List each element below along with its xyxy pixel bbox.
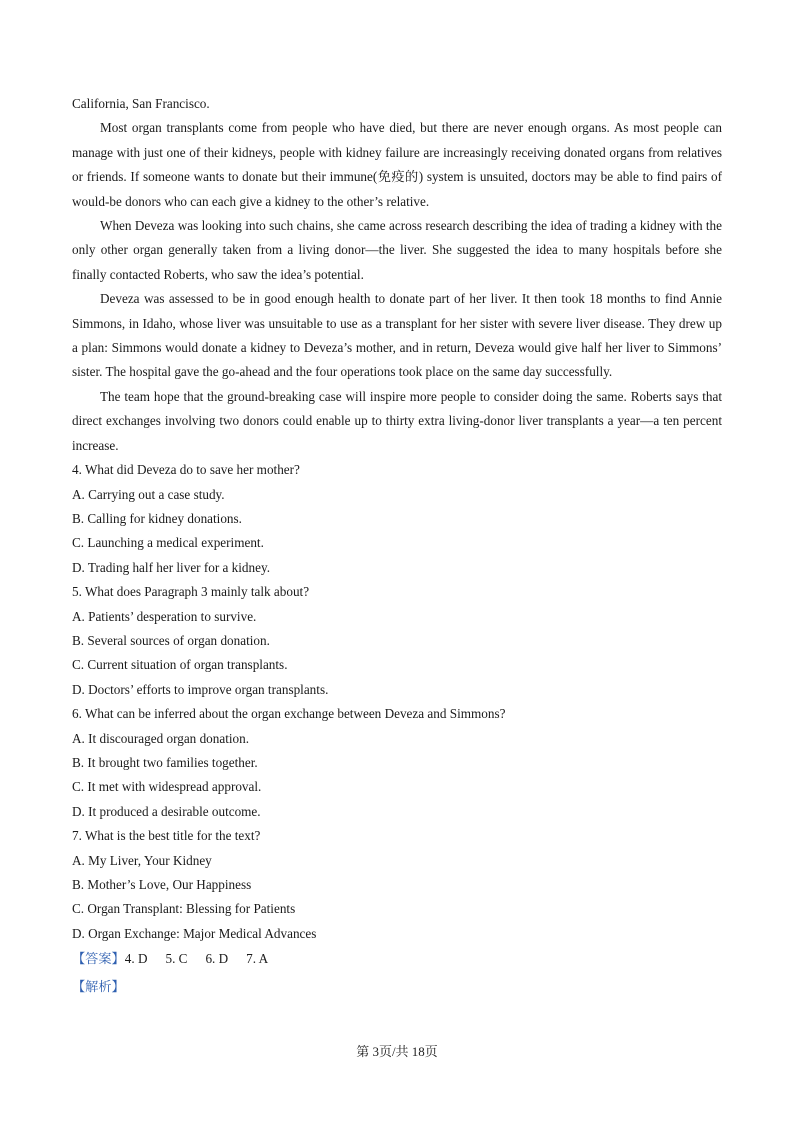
- page-footer: 第 3页/共 18页: [356, 1044, 438, 1059]
- option-c: C. It met with widespread approval.: [72, 779, 262, 795]
- option-a: A. Patients’ desperation to survive.: [72, 608, 257, 624]
- option-d: D. It produced a desirable outcome.: [72, 803, 261, 819]
- question-4: [72, 458, 722, 580]
- question-stem: 6. What can be inferred about the organ exchange between Deveza and Simmons?: [72, 706, 506, 722]
- option-a: A. It discouraged organ donation.: [72, 730, 250, 746]
- intro-line: California, San Francisco.: [72, 96, 210, 111]
- option-d: D. Doctors’ efforts to improve organ transplants.: [72, 681, 329, 697]
- question-stem: 4. What did Deveza do to save her mother?: [72, 462, 300, 478]
- page-content: [72, 92, 722, 999]
- option-b: B. Mother’s Love, Our Happiness: [72, 877, 252, 892]
- option-d: D. Organ Exchange: Major Medical Advances: [72, 925, 317, 941]
- question-6: [72, 702, 722, 824]
- paragraph-3: Deveza was assessed to be in good enough health to donate part of her liver. It then took 18 months to find Annie Simmons, in Idaho, whose liver was unsuitable to use as a transplant for her sister with severe liver disease. They drew up a plan: Simmons would donate a kidney to Deveza’s mother, and in return, Deveza would give half her liver to Simmons’ sister. The hospital gave the go-ahead and the four operations took place on the same day successfully.: [72, 291, 722, 380]
- option-a: A. Carrying out a case study.: [72, 486, 225, 502]
- answer-item: 5. C: [165, 951, 188, 967]
- option-c: C. Current situation of organ transplants.: [72, 657, 288, 673]
- question-stem: 5. What does Paragraph 3 mainly talk about?: [72, 584, 310, 600]
- question-5: [72, 580, 722, 702]
- option-b: B. Calling for kidney donations.: [72, 510, 242, 526]
- answer-row: [72, 947, 722, 971]
- paragraph-2: When Deveza was looking into such chains, she came across research describing the idea of trading a kidney with the only other organ generally taken from a living donor—the liver. She suggested the idea to many hospitals before she finally contacted Roberts, who saw the idea’s potential.: [72, 218, 722, 282]
- option-c: C. Launching a medical experiment.: [72, 535, 264, 551]
- option-b: B. It brought two families together.: [72, 754, 258, 770]
- answer-item: 6. D: [205, 951, 229, 967]
- answer-tag: 【答案】: [72, 951, 125, 967]
- question-stem: 7. What is the best title for the text?: [72, 828, 261, 844]
- paragraph-1: Most organ transplants come from people who have died, but there are never enough organs. As most people can manage with just one of their kidneys, people with kidney failure are increasingly receiving donated organs from relatives or friends. If someone wants to donate but their immune(免疫的) system is unsuited, doctors may be able to find pairs of would-be donors who can each give a kidney to the other’s relative.: [72, 120, 722, 209]
- option-a: A. My Liver, Your Kidney: [72, 852, 212, 868]
- option-d: D. Trading half her liver for a kidney.: [72, 559, 271, 575]
- analysis-tag: 【解析】: [72, 978, 125, 994]
- answer-item: 4. D: [124, 951, 148, 967]
- answer-item: 7. A: [246, 951, 269, 967]
- paragraph-4: The team hope that the ground-breaking case will inspire more people to consider doing the same. Roberts says that direct exchanges involving two donors could enable up to thirty extra living-donor liver transplants a year—a ten percent increase.: [72, 388, 722, 453]
- question-7: [72, 824, 722, 946]
- option-b: B. Several sources of organ donation.: [72, 632, 270, 648]
- option-c: C. Organ Transplant: Blessing for Patients: [72, 901, 296, 917]
